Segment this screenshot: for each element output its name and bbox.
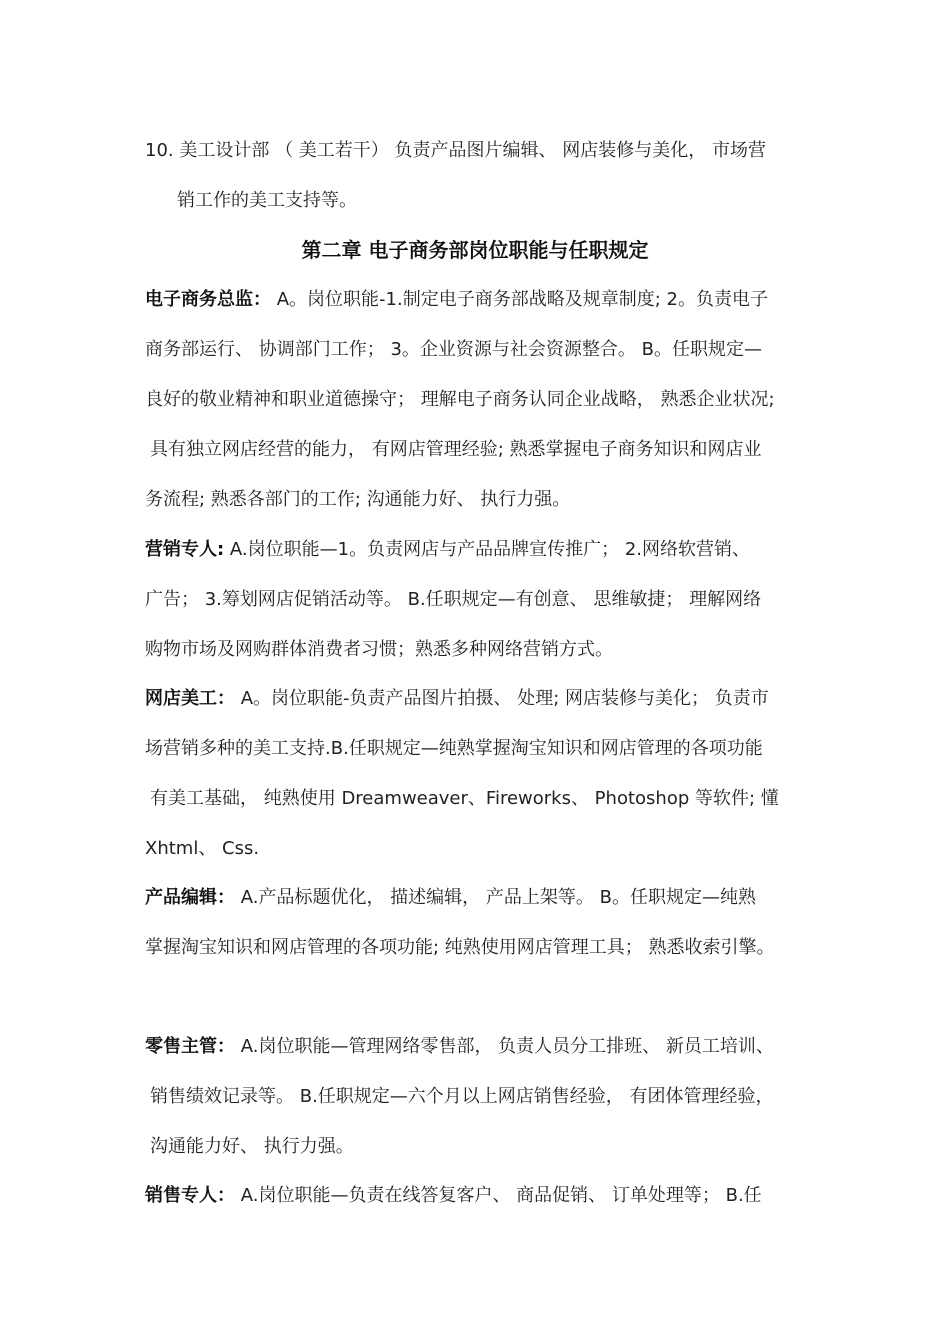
item-10-line-1: 10. 美工设计部 （ 美工若干） 负责产品图片编辑、 网店装修与美化， 市场营 xyxy=(145,140,766,161)
designer-text-1: A。岗位职能-负责产品图片拍摄、 处理; 网店装修与美化； 负责市 xyxy=(235,688,769,709)
editor-line-1 xyxy=(145,885,825,911)
marketing-line-1 xyxy=(145,537,825,563)
director-line-1 xyxy=(145,287,825,313)
sales-label: 销售专人： xyxy=(145,1185,235,1206)
director-line-4: 具有独立网店经营的能力， 有网店管理经验; 熟悉掌握电子商务知识和网店业 xyxy=(150,439,762,460)
designer-line-3: 有美工基础， 纯熟使用 Dreamweaver、Fireworks、 Photoshop 等软件; 懂 xyxy=(150,788,779,809)
sales-line-1 xyxy=(145,1183,825,1209)
director-label: 电子商务总监： xyxy=(145,289,271,310)
designer-label: 网店美工： xyxy=(145,688,235,709)
item-10-line-2: 销工作的美工支持等。 xyxy=(177,190,357,211)
marketing-line-2: 广告； 3.筹划网店促销活动等。 B.任职规定—有创意、 思维敏捷； 理解网络 xyxy=(145,589,762,610)
marketing-text-1: A.岗位职能—1。负责网店与产品品牌宣传推广； 2.网络软营销、 xyxy=(224,539,750,560)
designer-line-2: 场营销多种的美工支持.B.任职规定—纯熟掌握淘宝知识和网店管理的各项功能 xyxy=(145,738,763,759)
chapter-title: 第二章 电子商务部岗位职能与任职规定 xyxy=(301,238,649,262)
editor-label: 产品编辑： xyxy=(145,887,235,908)
retail-text-1: A.岗位职能—管理网络零售部， 负责人员分工排班、 新员工培训、 xyxy=(235,1036,774,1057)
sales-text-1: A.岗位职能—负责在线答复客户、 商品促销、 订单处理等； B.任 xyxy=(235,1185,762,1206)
designer-line-4: Xhtml、 Css. xyxy=(145,838,260,859)
director-line-5: 务流程; 熟悉各部门的工作; 沟通能力好、 执行力强。 xyxy=(145,489,571,510)
editor-line-2: 掌握淘宝知识和网店管理的各项功能; 纯熟使用网店管理工具； 熟悉收索引擎。 xyxy=(145,937,775,958)
marketing-line-3: 购物市场及网购群体消费者习惯；熟悉多种网络营销方式。 xyxy=(145,639,613,660)
director-line-3: 良好的敬业精神和职业道德操守； 理解电子商务认同企业战略， 熟悉企业状况; xyxy=(145,389,775,410)
director-text-1: A。岗位职能-1.制定电子商务部战略及规章制度; 2。负责电子 xyxy=(271,289,768,310)
retail-line-1 xyxy=(145,1034,825,1060)
retail-label: 零售主管： xyxy=(145,1036,235,1057)
editor-text-1: A.产品标题优化， 描述编辑， 产品上架等。 B。任职规定—纯熟 xyxy=(235,887,756,908)
designer-line-1 xyxy=(145,686,825,712)
retail-line-2: 销售绩效记录等。 B.任职规定—六个月以上网店销售经验， 有团体管理经验， xyxy=(150,1086,774,1107)
retail-line-3: 沟通能力好、 执行力强。 xyxy=(150,1136,354,1157)
director-line-2: 商务部运行、 协调部门工作； 3。企业资源与社会资源整合。 B。任职规定— xyxy=(145,339,762,360)
marketing-label: 营销专人: xyxy=(145,539,225,560)
